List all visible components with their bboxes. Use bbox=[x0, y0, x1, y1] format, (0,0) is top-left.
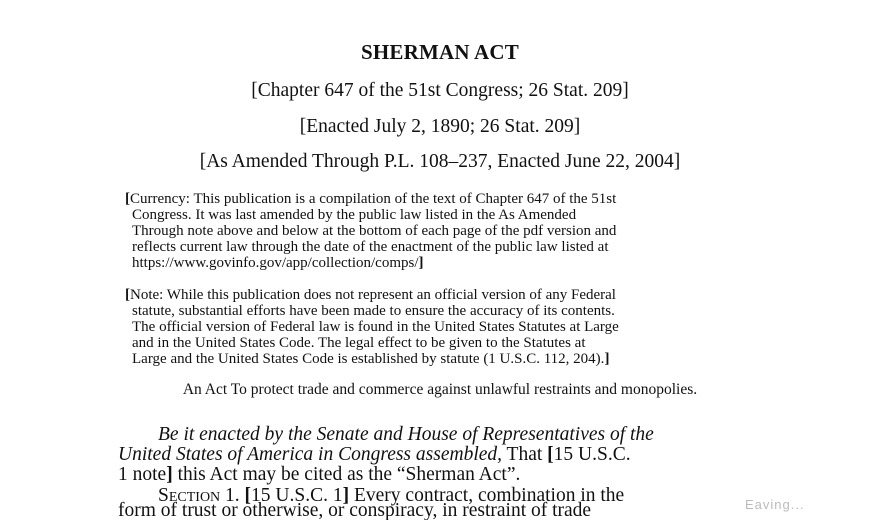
enactment-citation: [Enacted July 2, 1890; 26 Stat. 209] bbox=[299, 116, 581, 137]
official-line-4: and in the United States Code. The legal effect to be given to the Statutes at bbox=[132, 335, 586, 351]
section-1: Section 1. [15 U.S.C. 1] Every contract, combination in the bbox=[158, 485, 625, 506]
section-cite: 15 U.S.C. 1 bbox=[251, 485, 343, 506]
currency-line-3: Through note above and below at the bottom of each page of the pdf version and bbox=[132, 223, 617, 239]
amendment-citation: [As Amended Through P.L. 108–237, Enacted June 22, 2004] bbox=[199, 151, 681, 172]
official-line-5: Large and the United States Code is established by statute (1 U.S.C. 112, 204). bbox=[132, 351, 605, 367]
cut-off-line: form of trust or otherwise, or conspiracy, in restraint of trade bbox=[118, 500, 592, 520]
act-purpose: An Act To protect trade and commerce against unlawful restraints and monopolies. bbox=[182, 381, 698, 398]
short-title-text: this Act may be cited as the “Sherman Act”. bbox=[172, 464, 521, 485]
note-open-bracket: [ bbox=[125, 287, 130, 303]
section-text: Every contract, combination in the bbox=[349, 485, 625, 506]
enacting-clause: Be it enacted by the Senate and House of Representatives of the United States of America in Congress assembled, That [15 U.S.C. 1 note] this Act may be cited as the “Sherman Act”. bbox=[118, 424, 654, 485]
official-line-3: The official version of Federal law is found in the United States Statutes at Large bbox=[132, 319, 619, 335]
currency-line-2: Congress. It was last amended by the public law listed in the As Amended bbox=[132, 207, 577, 223]
enacting-that: That bbox=[502, 444, 548, 465]
official-line-1: Note: While this publication does not represent an official version of any Federal bbox=[130, 287, 616, 303]
official-line-2: statute, substantial efforts have been made to ensure the accuracy of its contents. bbox=[132, 303, 615, 319]
document-title: SHERMAN ACT bbox=[361, 40, 519, 64]
note-close-bracket: ] bbox=[604, 351, 610, 367]
enacting-line-2: United States of America in Congress assembled, bbox=[118, 444, 503, 465]
official-version-note bbox=[118, 287, 764, 367]
currency-line-1: Currency: This publication is a compilation of the text of Chapter 647 of the 51st bbox=[130, 191, 617, 207]
enacting-line-1: Be it enacted by the Senate and House of Representatives of the bbox=[158, 424, 654, 445]
note-close-bracket: ] bbox=[418, 255, 424, 271]
watermark: Eaving... bbox=[745, 497, 805, 512]
note-open-bracket: [ bbox=[125, 191, 130, 207]
usc-cite: 15 U.S.C. bbox=[553, 444, 631, 465]
govinfo-link[interactable]: https://www.govinfo.gov/app/collection/comps/ bbox=[132, 255, 419, 271]
chapter-citation: [Chapter 647 of the 51st Congress; 26 Stat. 209] bbox=[251, 80, 629, 101]
currency-note bbox=[118, 191, 764, 271]
usc-cite-note: 1 note bbox=[118, 464, 167, 485]
section-label: Section 1. bbox=[158, 485, 240, 506]
currency-line-4: reflects current law through the date of the enactment of the public law listed at bbox=[132, 239, 609, 255]
